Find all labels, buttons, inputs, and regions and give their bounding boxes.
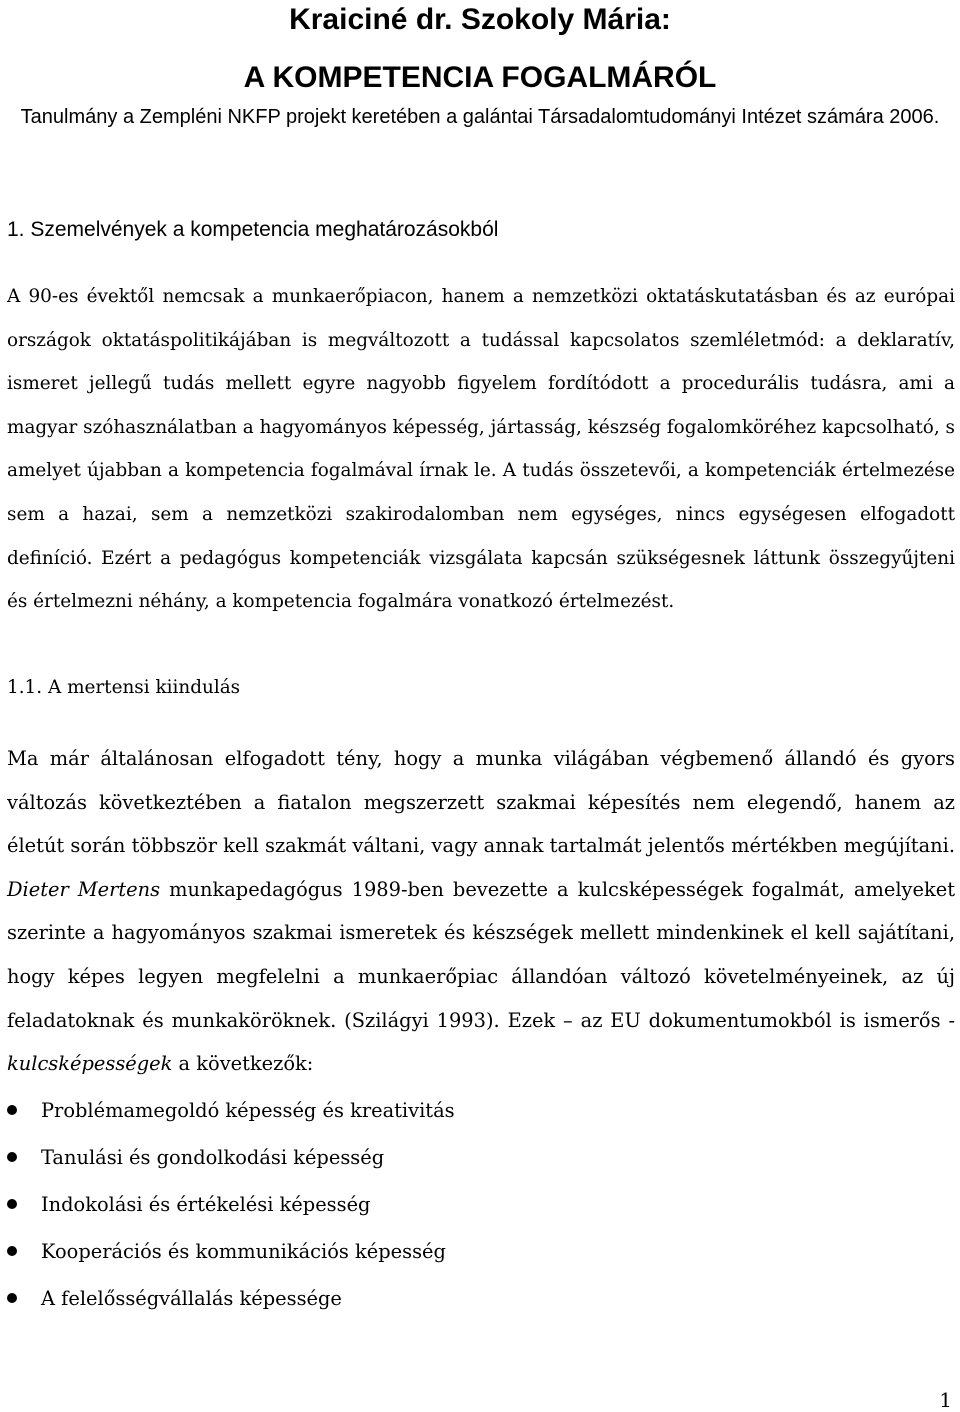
list-item-text: Indokolási és értékelési képesség: [41, 1193, 371, 1216]
italic-term: kulcsképességek: [7, 1052, 173, 1076]
bullet-icon: [7, 1199, 17, 1209]
bullet-icon: [7, 1152, 17, 1162]
section-heading-1-1: 1.1. A mertensi kiindulás: [7, 677, 241, 698]
list-item-text: Problémamegoldó képesség és kreativitás: [41, 1099, 455, 1122]
section-1-1-paragraph: [7, 737, 955, 1086]
list-item: [7, 1134, 947, 1181]
list-item-text: A felelősségvállalás képessége: [41, 1287, 342, 1310]
author-line: Kraiciné dr. Szokoly Mária:: [289, 3, 671, 36]
list-item-text: Kooperációs és kommunikációs képesség: [41, 1240, 446, 1263]
list-item: [7, 1275, 947, 1322]
section-1-paragraph: A 90-es évektől nemcsak a munkaerőpiacon, hanem a nemzetközi oktatáskutatásban és az európai országok oktatáspolitikájában is megváltozott a tudással kapcsolatos szemléletmód: a deklaratív, ismeret jellegű tudás mellett egyre nagyobb figyelem fordítódott a procedurális tudásra, ami a magyar szóhasználatban a hagyományos képesség, jártasság, készség fogalomköréhez kapcsolható, s amelyet újabban a kompetencia fogalmával írnak le. A tudás összetevői, a kompetenciák értelmezése sem a hazai, sem a nemzetközi szakirodalomban nem egységes, nincs egységesen elfogadott definíció. Ezért a pedagógus kompetenciák vizsgálata kapcsán szükségesnek láttunk összegyűjteni és értelmezni néhány, a kompetencia fogalmára vonatkozó értelmezést.: [7, 286, 955, 613]
paragraph-text-part-1: Ma már általánosan elfogadott tény, hogy a munka világában végbemenő állandó és gyors változás következtében a fiatalon megszerzett szakmai képesítés nem elegendő, hanem az életút során többször kell szakmát váltani, vagy annak tartalmát jelentős mértékben megújítani.: [7, 747, 955, 858]
page-number: 1: [939, 1388, 952, 1412]
document-subtitle: Tanulmány a Zempléni NKFP projekt keretében a galántai Társadalomtudományi Intézet számára 2006.: [20, 106, 940, 128]
section-heading-1: 1. Szemelvények a kompetencia meghatározásokból: [7, 218, 499, 241]
paragraph-text-part-3: a következők:: [172, 1052, 314, 1076]
document-title: A KOMPETENCIA FOGALMÁRÓL: [243, 61, 717, 94]
paragraph-text-part-2: munkapedagógus 1989-ben bevezette a kulcsképességek fogalmát, amelyeket szerinte a hagyományos szakmai ismeretek és készségek mellett mindenkinek el kell sajátítani, hogy képes legyen megfelelni a munkaerőpiac állandóan változó követelményeinek, az új feladatoknak és munkaköröknek. (Szilágyi 1993). Ezek – az EU dokumentumokból is ismerős -: [7, 877, 956, 1032]
bullet-icon: [7, 1293, 17, 1303]
key-competencies-list: [7, 1087, 947, 1322]
bullet-icon: [7, 1105, 17, 1115]
list-item: [7, 1181, 947, 1228]
italic-author-name: Dieter Mertens: [7, 877, 161, 901]
list-item: [7, 1087, 947, 1134]
list-item-text: Tanulási és gondolkodási képesség: [41, 1146, 385, 1169]
list-item: [7, 1228, 947, 1275]
bullet-icon: [7, 1246, 17, 1256]
